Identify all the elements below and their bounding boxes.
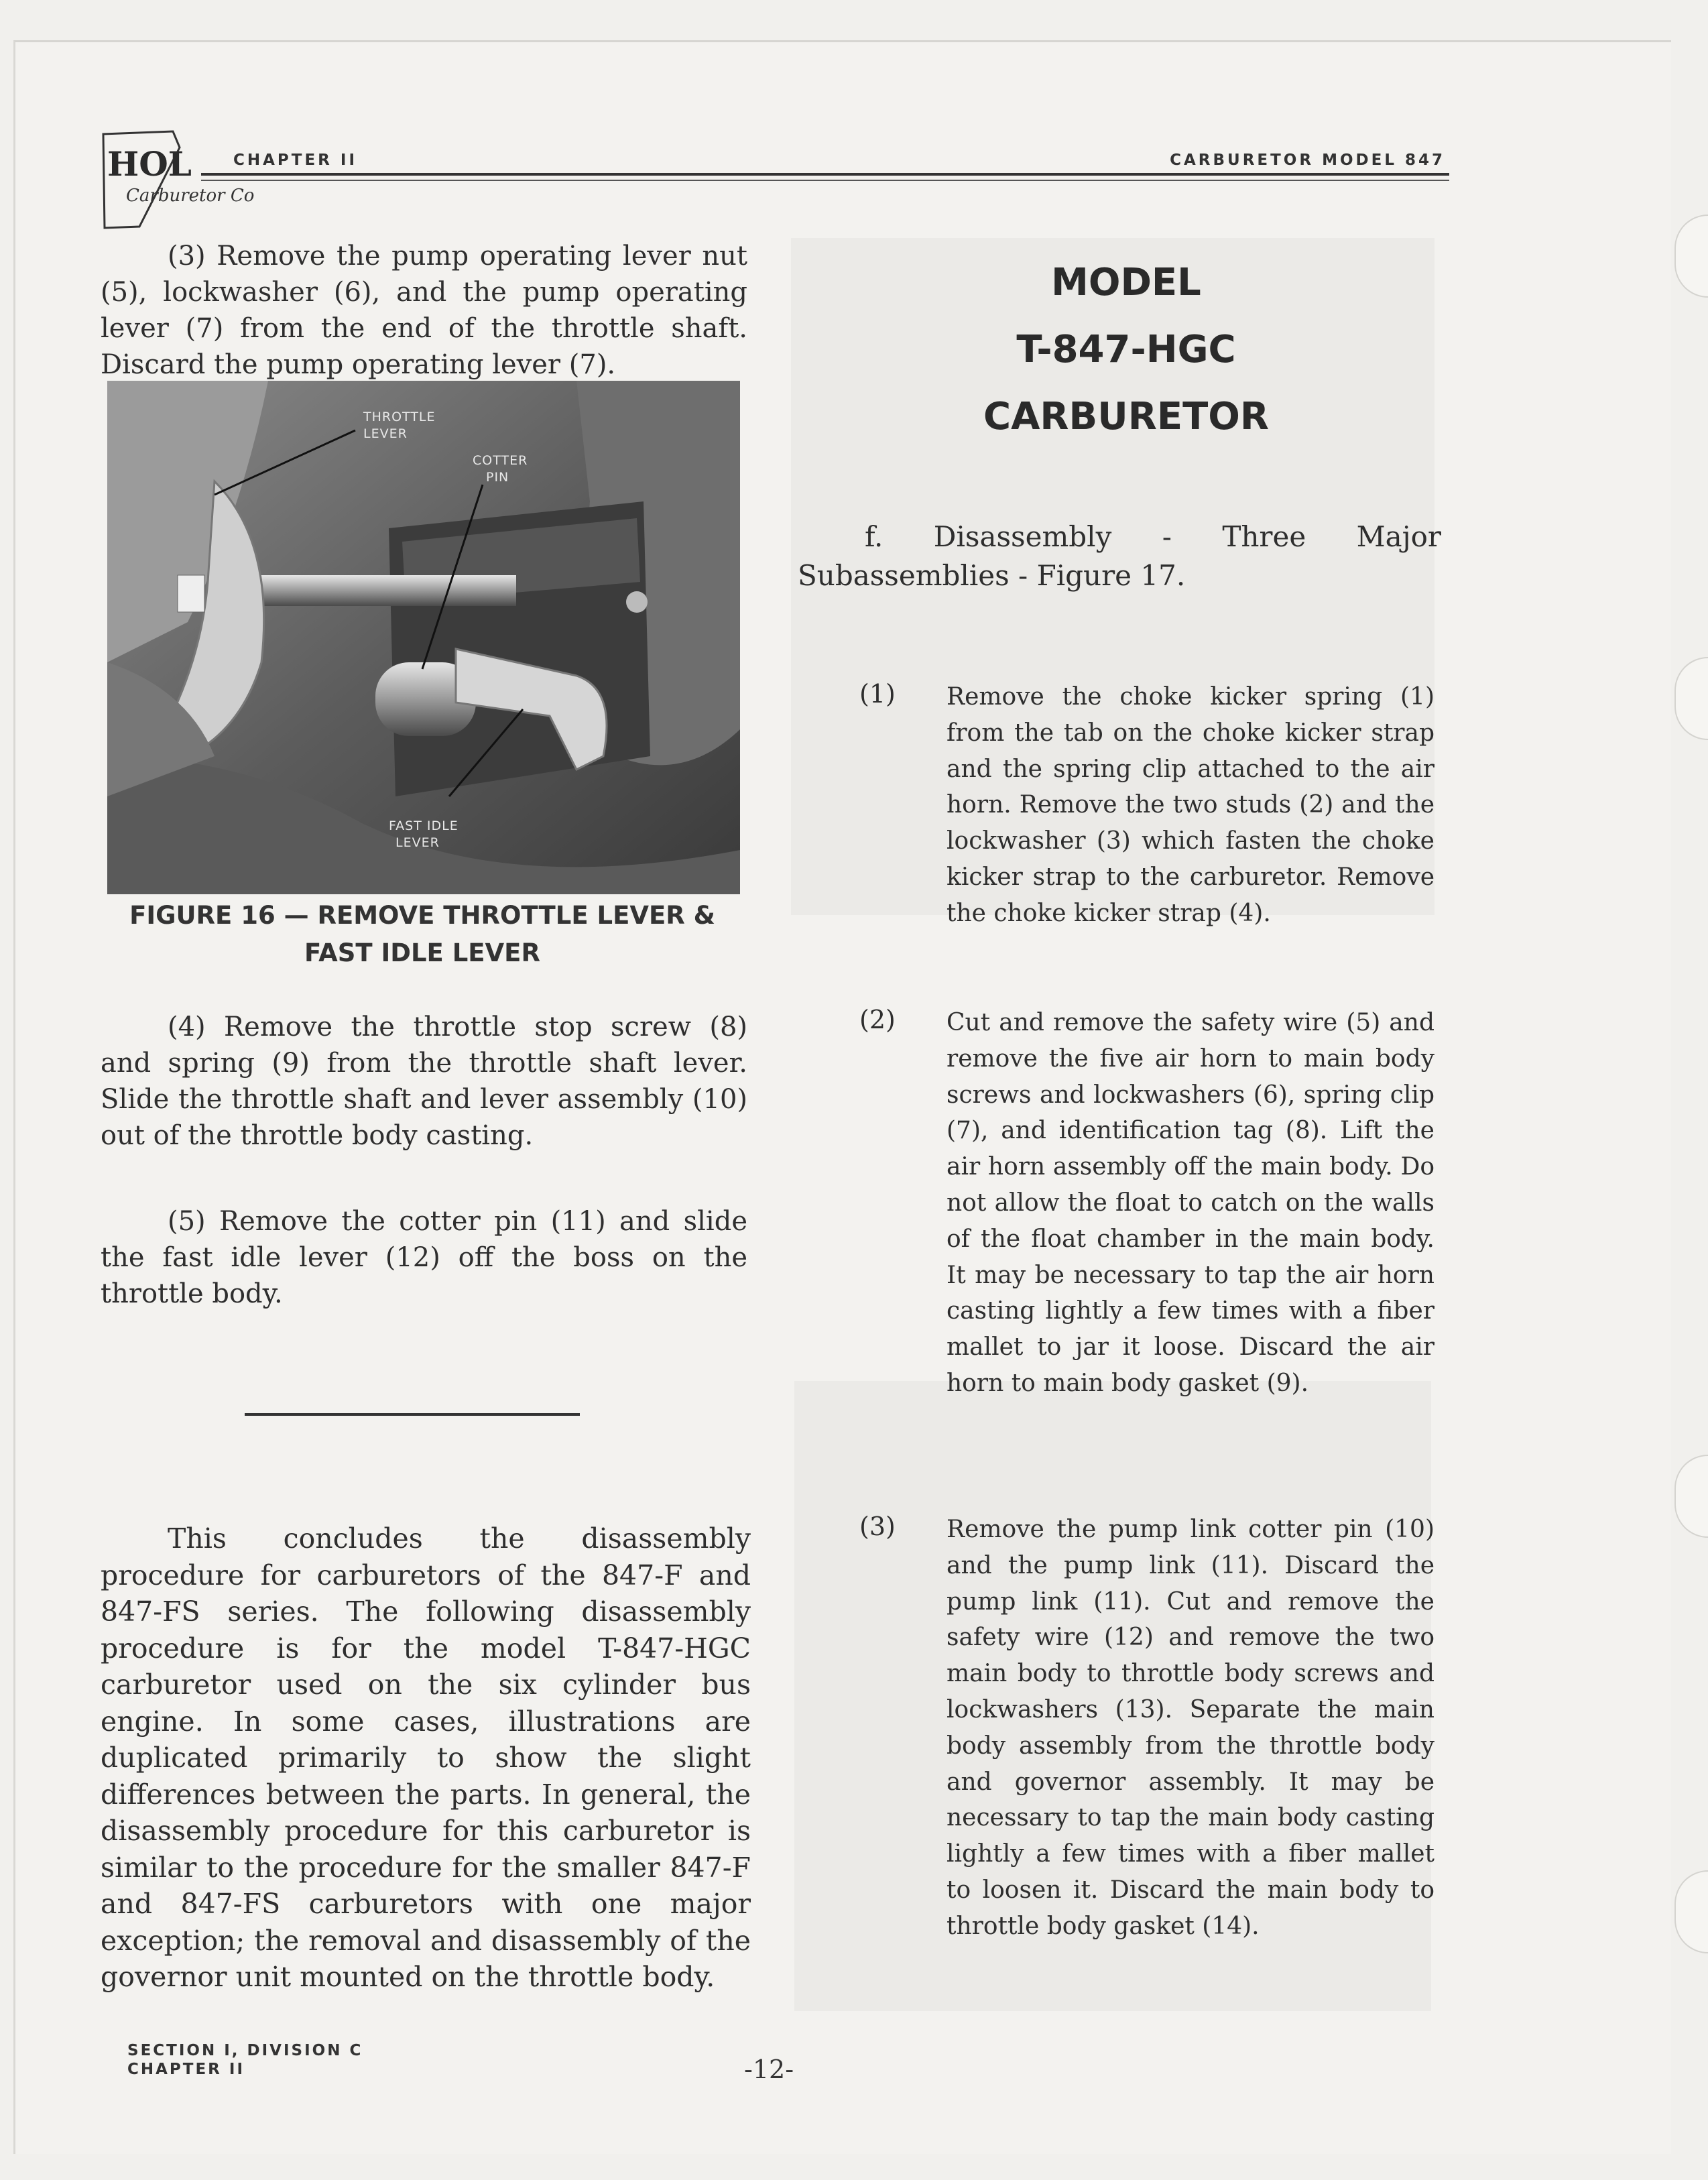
step-4-paragraph: (4) Remove the throttle stop screw (8) and spring (9) from the throttle shaft lever. Slide the throttle shaft and lever assembly (10) out of the throttle body casting. — [101, 1012, 747, 1151]
conclusion-paragraph: This concludes the disassembly procedure for carburetors of the 847-F and 847-FS series. The following disassembly procedure is for the model T-847-HGC carburetor used on the six cylinder bus engine. In some cases, illustrations are duplicated primarily to show the slight differences between the parts. In general, the disassembly procedure for this carburetor is similar to the procedure for the smaller 847-F and 847-FS carburetors with one major exception; the removal and disassembly of the governor unit mounted on the throttle body. — [101, 1522, 751, 1993]
binder-hole — [1674, 1455, 1708, 1538]
header-model: CARBURETOR MODEL 847 — [1170, 152, 1445, 169]
item-3-text: Remove the pump link cotter pin (10) and the pump link (11). Discard the pump link (11). Cut and remove the safety wire (12) and remove the two main body to throttle body screws and lockwashers (13). Separate the main body assembly from the throttle body and governor assembly. It may be necessary to tap the main body casting lightly a few times with a fiber mallet to loosen it. Discard the main body to throttle body gasket (14). — [947, 1516, 1435, 1940]
header-chapter: CHAPTER II — [233, 152, 358, 169]
header-rule — [201, 173, 1449, 176]
model-title: MODEL T-847-HGC CARBURETOR — [983, 261, 1269, 438]
item-2-text: Cut and remove the safety wire (5) and remove the five air horn to main body screws and lockwashers (6), spring clip (7), and identification tag (8). Lift the air horn assembly off the main body. Do not allow the float to catch on the walls of the float chamber in the main body. It may be necessary to tap the air horn casting lightly a few times with a fiber mallet to jar it loose. Discard the air horn to main body gasket (9). — [947, 1009, 1435, 1397]
binder-hole — [1674, 1870, 1708, 1953]
callout-throttle-lever-line2: LEVER — [363, 426, 408, 441]
item-2-number: (2) — [859, 1005, 896, 1034]
holley-logo — [99, 127, 255, 228]
svg-text:Carburetor Co: Carburetor Co — [126, 186, 255, 206]
page-number: -12- — [744, 2055, 794, 2084]
section-divider — [245, 1413, 580, 1416]
section-heading: f. Disassembly - Three Major Subassemblies - Figure 17. — [798, 520, 1441, 592]
svg-text:HOL: HOL — [107, 144, 192, 184]
item-1-number: (1) — [859, 679, 896, 709]
figure-16-caption: FIGURE 16 — REMOVE THROTTLE LEVER & FAST IDLE LEVER — [129, 901, 715, 967]
step-3-paragraph: (3) Remove the pump operating lever nut (5), lockwasher (6), and the pump operating lever (7) from the end of the throttle shaft. Discard the pump operating lever (7). — [101, 241, 747, 380]
item-3-number: (3) — [859, 1512, 896, 1541]
callout-cotter-pin-line1: COTTER — [473, 453, 528, 468]
figure-16-photo — [107, 381, 740, 894]
step-5-paragraph: (5) Remove the cotter pin (11) and slide the fast idle lever (12) off the boss on the throttle body. — [101, 1206, 747, 1309]
callout-fast-idle-line1: FAST IDLE — [389, 819, 459, 833]
footer-section: SECTION I, DIVISION C CHAPTER II — [127, 2042, 363, 2078]
binder-hole — [1674, 215, 1708, 298]
callout-throttle-lever-line1: THROTTLE — [363, 410, 436, 424]
header-rule-thin — [201, 180, 1449, 181]
binder-hole — [1674, 657, 1708, 740]
callout-cotter-pin-line2: PIN — [486, 470, 509, 485]
item-1-text: Remove the choke kicker spring (1) from the tab on the choke kicker strap and the spring clip attached to the air horn. Remove the two studs (2) and the lockwasher (3) which fasten the choke kicker strap to the carburetor. Remove the choke kicker strap (4). — [947, 683, 1435, 927]
callout-fast-idle-line2: LEVER — [395, 835, 440, 850]
